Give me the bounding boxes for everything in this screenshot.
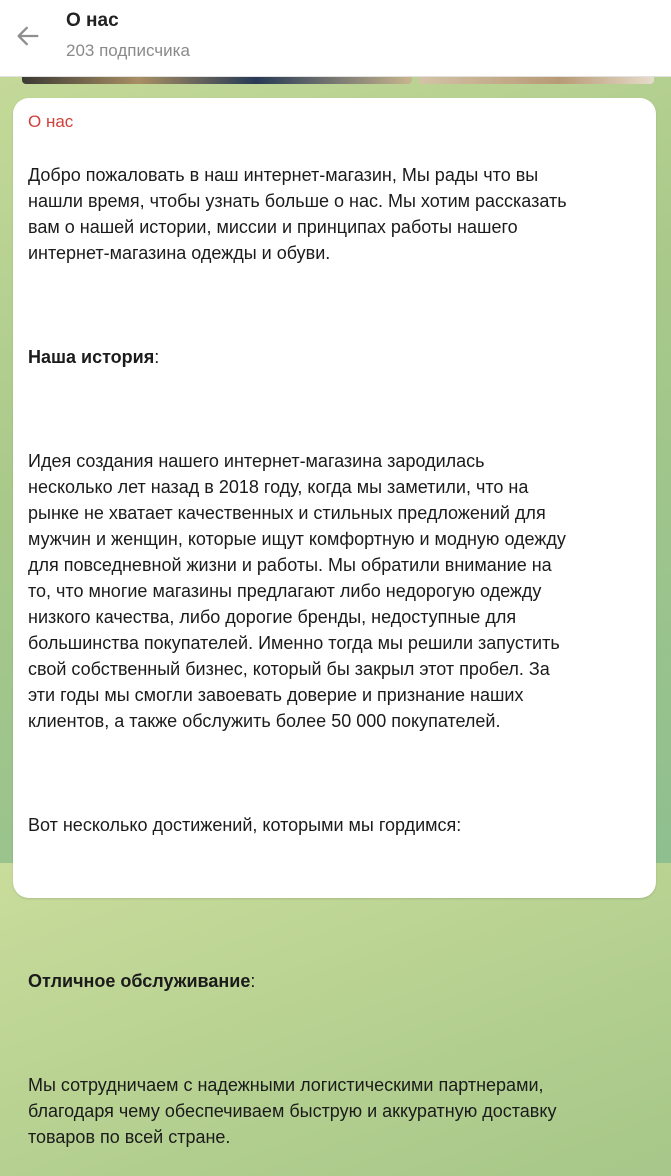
spacer [28, 292, 641, 318]
arrow-left-icon [14, 22, 42, 50]
previous-media-strip [0, 76, 671, 86]
media-thumbnail[interactable] [22, 76, 412, 84]
achievements-intro: Вот несколько достижений, которыми мы гордимся: [28, 815, 462, 835]
intro-paragraph: Добро пожаловать в наш интернет-магазин, Мы рады что вы нашли время, чтобы узнать больше о нас. Мы хотим рассказать вам о нашей истории, миссии и принципах работы нашего интернет-магазина одежды и обуви. [28, 165, 567, 263]
spacer [28, 1020, 641, 1046]
spacer [28, 760, 641, 786]
spacer [28, 916, 641, 942]
history-heading-line [28, 344, 641, 370]
back-button[interactable] [8, 16, 48, 56]
message-author[interactable]: О нас [28, 112, 74, 131]
heading-colon: : [154, 347, 160, 367]
service-heading-line [28, 968, 641, 994]
media-thumbnail[interactable] [418, 76, 654, 84]
service-paragraph: Мы сотрудничаем с надежными логистическими партнерами, благодаря чему обеспечиваем быструю и аккуратную доставку товаров по всей стране. [28, 1075, 557, 1147]
message-text [28, 136, 641, 1176]
subscriber-count: 203 подписчика [66, 41, 190, 60]
heading-colon: : [250, 971, 256, 991]
message-bubble[interactable] [13, 98, 656, 1147]
channel-title[interactable]: О нас [66, 10, 119, 31]
history-heading: Наша история [28, 347, 155, 367]
chat-header [0, 0, 671, 77]
spacer [28, 396, 641, 422]
service-heading: Отличное обслуживание [28, 971, 251, 991]
spacer [28, 864, 641, 890]
history-paragraph: Идея создания нашего интернет-магазина зародилась несколько лет назад в 2018 году, когда мы заметили, что на рынке не хватает качественных и стильных предложений для мужчин и женщин, которые ищут комфортную и модную одежду для повседневной жизни и работы. Мы обратили внимание на то, что многие магазины предлагают либо недорогую одежду низкого качества, либо дорогие бренды, недоступные для большинства покупателей. Именно тогда мы решили запустить свой собственный бизнес, который бы закрыл этот пробел. За эти годы мы смогли завоевать доверие и признание наших клиентов, а также обслужить более 50 000 покупателей. [28, 451, 566, 731]
